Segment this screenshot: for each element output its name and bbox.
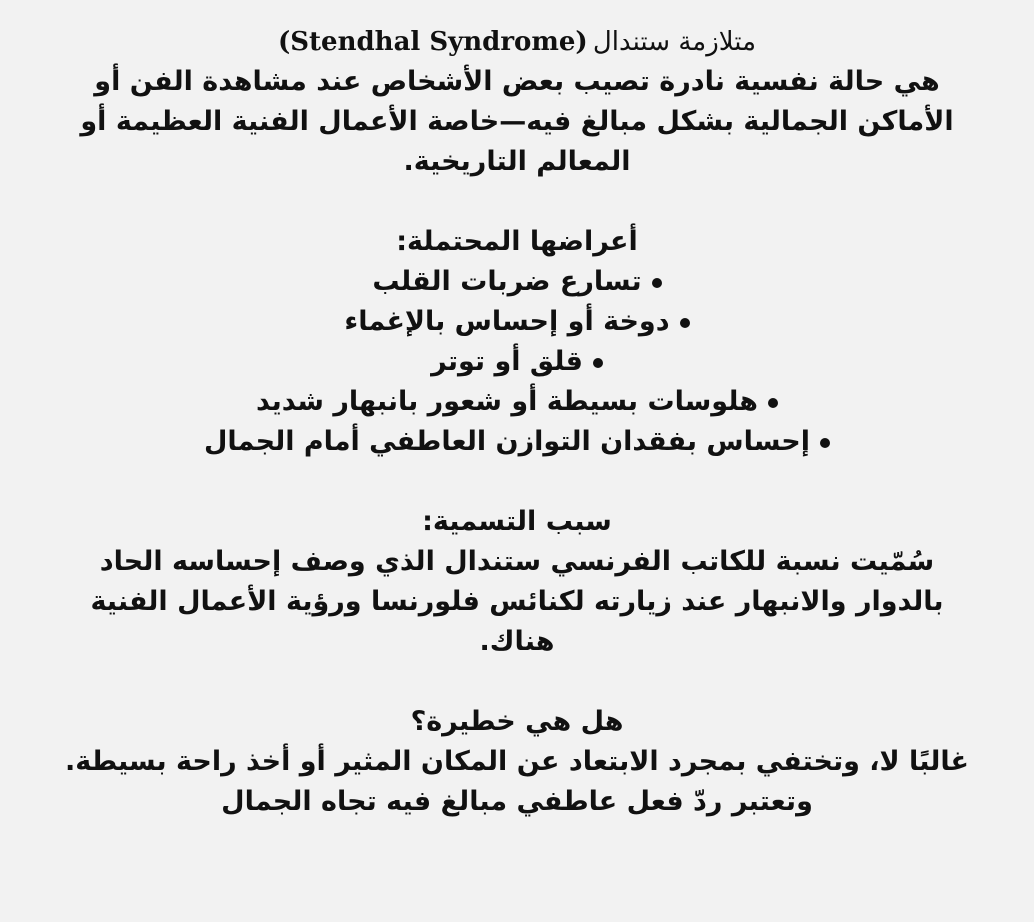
naming-line-1: سُمّيت نسبة للكاتب الفرنسي ستندال الذي وصف إحساسه الحاد [99, 546, 935, 577]
naming-line-3: هناك. [479, 626, 555, 657]
symptom-text: هلوسات بسيطة أو شعور بانبهار شديد [256, 386, 758, 417]
symptom-item [47, 382, 987, 422]
danger-line-1: غالبًا لا، وتختفي بمجرد الابتعاد عن المكان المثير أو أخذ راحة بسيطة. [65, 746, 969, 777]
spacer [47, 182, 987, 222]
definition-line-3: المعالم التاريخية. [403, 146, 631, 177]
symptom-text: إحساس بفقدان التوازن العاطفي أمام الجمال [203, 426, 811, 457]
danger-line-2: وتعتبر ردّ فعل عاطفي مبالغ فيه تجاه الجمال [221, 786, 813, 817]
title-english: (Stendhal Syndrome) [277, 27, 588, 57]
symptom-item [47, 422, 987, 462]
symptom-item [47, 262, 987, 302]
definition-line-2: الأماكن الجمالية بشكل مبالغ فيه—خاصة الأعمال الفنية العظيمة أو [80, 106, 954, 137]
note-text [47, 22, 987, 822]
danger-heading: هل هي خطيرة؟ [410, 706, 624, 737]
bullet-icon [768, 398, 778, 408]
symptom-text: تسارع ضربات القلب [372, 266, 642, 297]
bullet-icon [652, 278, 662, 288]
symptom-text: دوخة أو إحساس بالإغماء [344, 306, 670, 337]
symptom-item [47, 302, 987, 342]
title-line [47, 22, 987, 62]
symptom-text: قلق أو توتر [431, 346, 583, 377]
definition-line-1: هي حالة نفسية نادرة تصيب بعض الأشخاص عند مشاهدة الفن أو [94, 66, 940, 97]
naming-heading: سبب التسمية: [422, 506, 612, 537]
spacer [47, 662, 987, 702]
spacer [47, 462, 987, 502]
naming-line-2: بالدوار والانبهار عند زيارته لكنائس فلورنسا ورؤية الأعمال الفنية [90, 586, 944, 617]
symptom-item [47, 342, 987, 382]
bullet-icon [680, 318, 690, 328]
bullet-icon [820, 438, 830, 448]
symptoms-heading: أعراضها المحتملة: [396, 226, 638, 257]
title-arabic: متلازمة ستندال [592, 27, 757, 57]
bullet-icon [593, 358, 603, 368]
